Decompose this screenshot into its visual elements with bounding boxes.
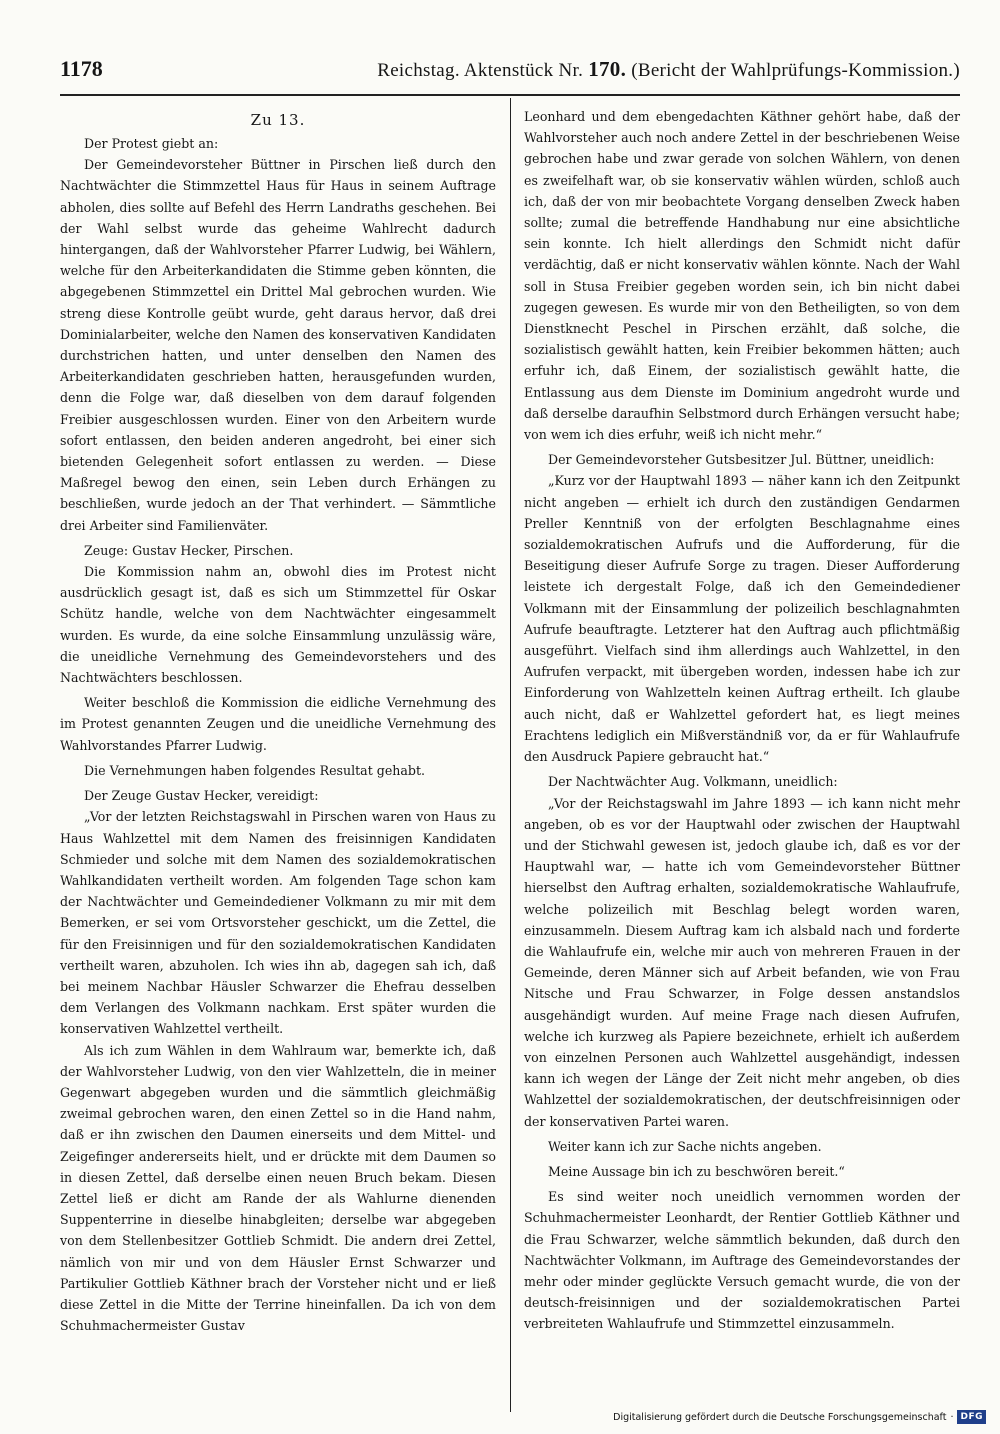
page-number: 1178 <box>60 56 103 81</box>
running-title-prefix: Reichstag. Aktenstück Nr. <box>377 60 584 81</box>
testimony-volkmann-closing-1: Weiter kann ich zur Sache nichts angeben. <box>548 1138 822 1154</box>
left-column <box>60 106 496 1412</box>
document-page <box>60 56 960 1412</box>
running-title-suffix: (Bericht der Wahlprüfungs-Kommission.) <box>631 60 960 81</box>
two-column-body <box>60 106 960 1412</box>
page-header <box>60 56 960 96</box>
dfg-logo: DFG <box>957 1410 986 1424</box>
right-column <box>524 106 960 1412</box>
protest-text: Der Gemeindevorsteher Büttner in Pirschen ließ durch den Nachtwächter die Stimmzettel Haus für Haus in seinem Auftrage abholen, dies sollte auf Befehl des Herrn Landraths geschehen. Bei der Wahl selbst wurde das geheime Wahlrecht dadurch hintergangen, daß der Wahlvorsteher Pfarrer Ludwig, bei Wählern, welche für den Arbeiterkandidaten die Stimme geben könnten, die abgegebenen Stimmzettel ein Drittel Mal gebrochen wurden. Wie streng diese Kontrolle geübt wurde, geht daraus hervor, daß drei Dominialarbeiter, welche den Namen des konservativen Kandidaten durchstrichen hatten, und unter denselben den Namen des Arbeiterkandidaten geschrieben hatten, herausgefunden wurden, denn die Folge war, daß dieselben von dem darauf folgenden Freibier ausgeschlossen wurden. Einer von den Arbeitern wurde sofort entlassen, den beiden anderen angedroht, bei einer sich bietenden Gelegenheit sofort entlassen zu werden. — Diese Maßregel bewog den einen, sein Leben durch Erhängen zu beschließen, wurde jedoch an der That verhindert. — Sämmtliche drei Arbeiter sind Familienväter. <box>60 157 496 533</box>
witness-heading-buettner: Der Gemeindevorsteher Gutsbesitzer Jul. Büttner, uneidlich: <box>548 452 935 468</box>
testimony-hecker-continued: Leonhard und dem ebengedachten Käthner gehört habe, daß der Wahlvorsteher auch noch andere Zettel in der beschriebenen Weise gebrochen habe und zwar gerade von solchen Wählern, von denen es zweifelhaft war, ob sie konservativ wählen würden, schloß auch ich, daß der von mir beobachtete Vorgang denselben Zweck haben sollte; zumal die betreffende Handhabung nur eine absichtliche sein konnte. Ich hielt allerdings den Schmidt nicht dafür verdächtig, daß er nicht konservativ wählen könnte. Nach der Wahl soll in Stusa Freibier gegeben worden sein, ich bin nicht dabei zugegen gewesen. Es wurde mir von den Betheiligten, so von dem Dienstknecht Peschel in Pirschen erzählt, daß solche, die sozialistisch gewählt hatten, kein Freibier bekommen hätten; auch erfuhr ich, daß Einem, der sozialistisch gewählt hatte, die Entlassung aus dem Dienste im Dominium angedroht wurde und daß derselbe daraufhin Selbstmord durch Erhängen versucht habe; von wem ich dies erfuhr, weiß ich nicht mehr.“ <box>524 109 960 443</box>
document-number: 170. <box>588 57 627 81</box>
column-divider <box>510 98 511 1412</box>
commission-paragraph: Die Kommission nahm an, obwohl dies im Protest nicht ausdrücklich gesagt ist, daß es sich um Stimmzettel für Oskar Schütz handle, welche von dem Nachtwächter eingesammelt wurden. Es wurde, da eine solche Einsammlung unzulässig wäre, die uneidliche Vernehmung des Gemeindevorstehers und des Nachtwächters beschlossen. <box>60 564 496 686</box>
testimony-hecker-1: „Vor der letzten Reichstagswahl in Pirschen waren von Haus zu Haus Wahlzettel mit dem Namen des freisinnigen Kandidaten Schmieder und solche mit dem Namen des sozialdemokratischen Wahlkandidaten vertheilt worden. Am folgenden Tage schon kam der Nachtwächter und Gemeindediener Volkmann zu mir mit dem Bemerken, er sei vom Ortsvorsteher geschickt, um die Zettel, die für den Freisinnigen und für den sozialdemokratischen Kandidaten vertheilt waren, abzuholen. Ich wies ihn ab, dagegen sah ich, daß bei meinem Nachbar Häusler Schwarzer die Ehefrau desselben dem Verlangen des Volkmann nachkam. Erst später wurden die konservativen Wahlzettel vertheilt. <box>60 809 496 1037</box>
protest-intro: Der Protest giebt an: <box>84 136 219 151</box>
running-title <box>377 57 960 82</box>
footer-text: Digitalisierung gefördert durch die Deutsche Forschungsgemeinschaft <box>613 1411 947 1423</box>
witness-heading-hecker: Der Zeuge Gustav Hecker, vereidigt: <box>84 788 319 804</box>
digitization-footer <box>613 1410 986 1424</box>
commission-resolution: Weiter beschloß die Kommission die eidliche Vernehmung des im Protest genannten Zeugen und die uneidliche Vernehmung des Wahlvorstandes Pfarrer Ludwig. <box>60 695 496 753</box>
results-intro: Die Vernehmungen haben folgendes Resultat gehabt. <box>84 762 426 778</box>
testimony-hecker-2: Als ich zum Wählen in dem Wahlraum war, bemerkte ich, daß der Wahlvorsteher Ludwig, von den vier Wahlzetteln, die in meiner Gegenwart abgegeben wurden und die sämmtlich gleichmäßig zweimal gebrochen waren, den einen Zettel so in die Hand nahm, daß er ihn zwischen den Daumen einerseits und dem Mittel- und Zeigefinger andererseits hielt, und er drückte mit dem Daumen so in diesen Zettel, daß derselbe einen neuen Bruch bekam. Diesen Zettel ließ er dicht am Rande der als Wahlurne dienenden Suppenterrine in dieselbe hinabgleiten; derselbe war abgegeben von dem Stellenbesitzer Gottlieb Schmidt. Die andern drei Zettel, nämlich von mir und von dem Häusler Ernst Schwarzer und Partikulier Gottlieb Käthner brach der Vorsteher nicht und er ließ diese Zettel in die Mitte der Terrine hineinfallen. Da ich von dem Schuhmachermeister Gustav <box>60 1042 496 1334</box>
testimony-volkmann: „Vor der Reichstagswahl im Jahre 1893 — ich kann nicht mehr angeben, ob es vor der Hauptwahl oder zwischen der Hauptwahl und der Stichwahl gewesen ist, jedoch glaube ich, daß es vor der Hauptwahl war, — hatte ich vom Gemeindevorsteher Büttner hierselbst den Auftrag erhalten, sozialdemokratische Wahlaufrufe, welche polizeilich mit Beschlag belegt worden waren, einzusammeln. Diesem Auftrag kam ich alsbald nach und forderte die Wahlaufrufe ein, welche mir auch von mehreren Frauen in der Gemeinde, deren Männer sich auf Arbeit befanden, wie von Frau Nitsche und Frau Schwarzer, in Folge dessen anstandslos ausgehändigt wurden. Auf meine Frage nach diesen Aufrufen, welche ich kurzweg als Papiere bezeichnete, erhielt ich außerdem von einzelnen Personen auch Wahlzettel ausgehändigt, indessen kann ich wegen der Länge der Zeit nicht mehr angeben, ob dies Wahlzettel der sozialdemokratischen, der deutschfreisinnigen oder der konservativen Partei waren. <box>524 795 960 1129</box>
separator-dot: · <box>950 1411 954 1423</box>
witness-line: Zeuge: Gustav Hecker, Pirschen. <box>84 542 294 558</box>
testimony-volkmann-closing-2: Meine Aussage bin ich zu beschwören bereit.“ <box>548 1163 845 1179</box>
section-heading: Zu 13. <box>250 111 306 129</box>
further-witnesses-paragraph: Es sind weiter noch uneidlich vernommen worden der Schuhmachermeister Leonhardt, der Rentier Gottlieb Käthner und die Frau Schwarzer, welche sämmtlich bekunden, daß durch den Nachtwächter Volkmann, im Auftrage des Gemeindevorstandes der mehr oder minder geglückte Versuch gemacht wurde, die von der deutsch-freisinnigen und der sozialdemokratischen Partei verbreiteten Wahlaufrufe und Stimmzettel einzusammeln. <box>524 1189 960 1332</box>
testimony-buettner: „Kurz vor der Hauptwahl 1893 — näher kann ich den Zeitpunkt nicht angeben — erhielt ich durch den zuständigen Gendarmen Preller Kenntniß von der erfolgten Beschlagnahme eines sozialdemokratischen Aufrufs und die Aufforderung, für die Beseitigung dieser Aufrufe Sorge zu tragen. Dieser Aufforderung leistete ich dergestalt Folge, daß ich den Gemeindediener Volkmann mit der Einsammlung der polizeilich beschlagnahmten Aufrufe beauftragte. Letzterer hat den Auftrag auch pflichtmäßig ausgeführt. Vielfach sind ihm allerdings auch Wahlzettel, in den Aufrufen verpackt, mit übergeben worden, indessen habe ich zur Einforderung von Wahlzetteln keinen Auftrag ertheilt. Ich glaube auch nicht, daß er Wahlzettel gefordert hat, es liegt meines Erachtens lediglich ein Mißverständniß vor, da er für Wahlaufrufe den Ausdruck Papiere gebraucht hat.“ <box>524 473 960 765</box>
witness-heading-volkmann: Der Nachtwächter Aug. Volkmann, uneidlich: <box>548 774 838 790</box>
